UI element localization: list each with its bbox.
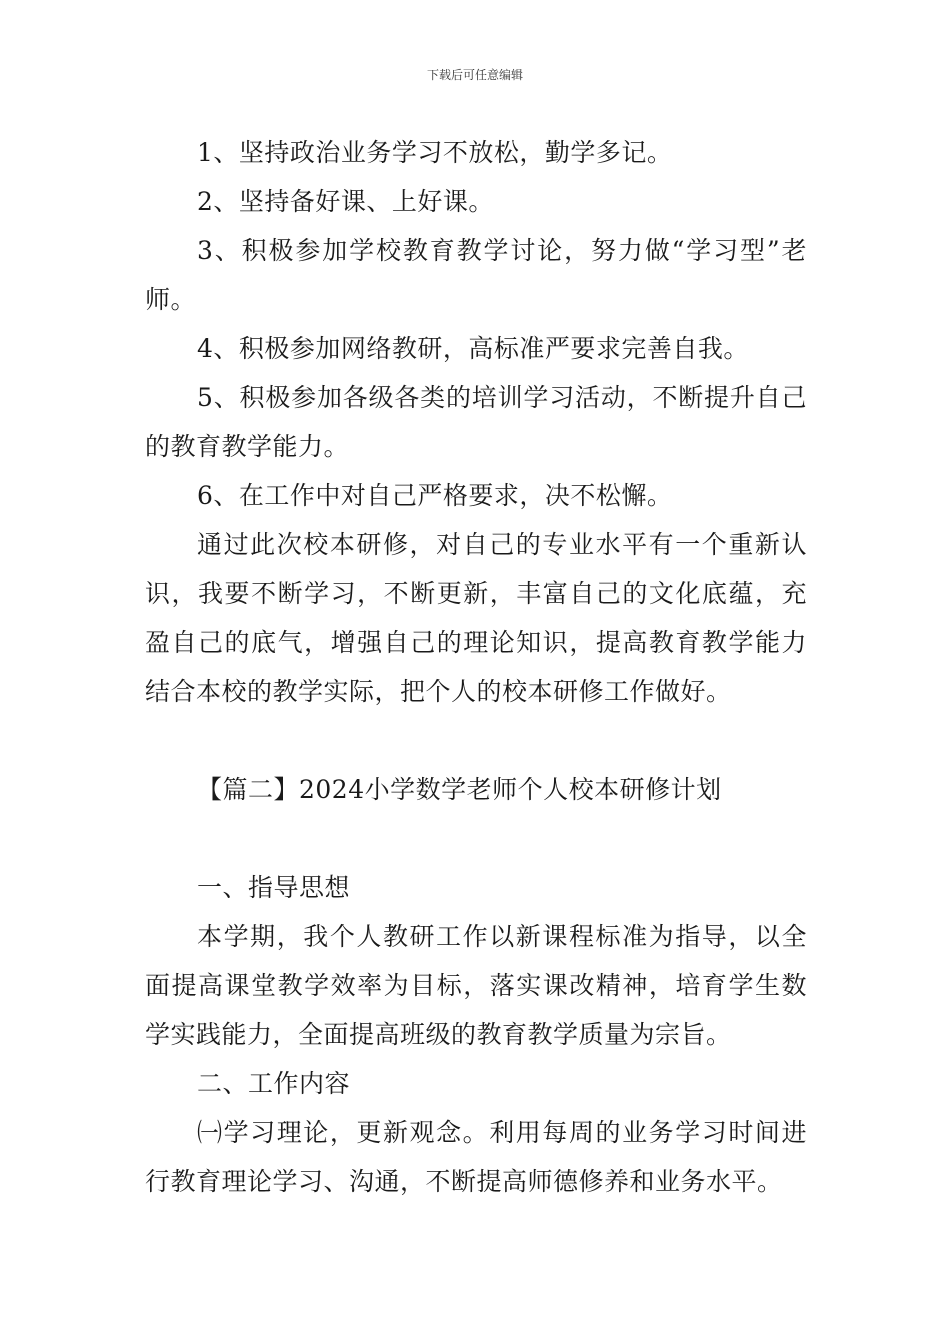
closing-paragraph: 通过此次校本研修，对自己的专业水平有一个重新认识，我要不断学习，不断更新，丰富自己的文化底蕴，充盈自己的底气，增强自己的理论知识，提高教育教学能力结合本校的教学实际，把个人的校本研修工作做好。 xyxy=(145,530,807,706)
spacer xyxy=(145,814,807,863)
list-item-4: 4、积极参加网络教研，高标准严要求完善自我。 xyxy=(197,334,749,363)
heading-guiding-thought: 一、指导思想 xyxy=(197,873,351,902)
paragraph-guiding-thought: 本学期，我个人教研工作以新课程标准为指导，以全面提高课堂教学效率为目标，落实课改精神，培育学生数学实践能力，全面提高班级的教育教学质量为宗旨。 xyxy=(145,922,807,1049)
spacer xyxy=(145,716,807,765)
list-item-6: 6、在工作中对自己严格要求，决不松懈。 xyxy=(197,481,673,510)
heading-work-content: 二、工作内容 xyxy=(197,1069,351,1098)
list-item-5: 5、积极参加各级各类的培训学习活动，不断提升自己的教育教学能力。 xyxy=(145,383,807,461)
list-item-2: 2、坚持备好课、上好课。 xyxy=(197,187,494,216)
document-body xyxy=(145,128,807,1206)
list-item-3: 3、积极参加学校教育教学讨论，努力做“学习型”老师。 xyxy=(145,236,807,314)
paragraph-work-content: ㈠学习理论，更新观念。利用每周的业务学习时间进行教育理论学习、沟通，不断提高师德修养和业务水平。 xyxy=(145,1118,807,1196)
section-title: 【篇二】2024小学数学老师个人校本研修计划 xyxy=(197,775,722,804)
list-item-1: 1、坚持政治业务学习不放松，勤学多记。 xyxy=(197,138,673,167)
header-note: 下载后可任意编辑 xyxy=(426,68,523,82)
